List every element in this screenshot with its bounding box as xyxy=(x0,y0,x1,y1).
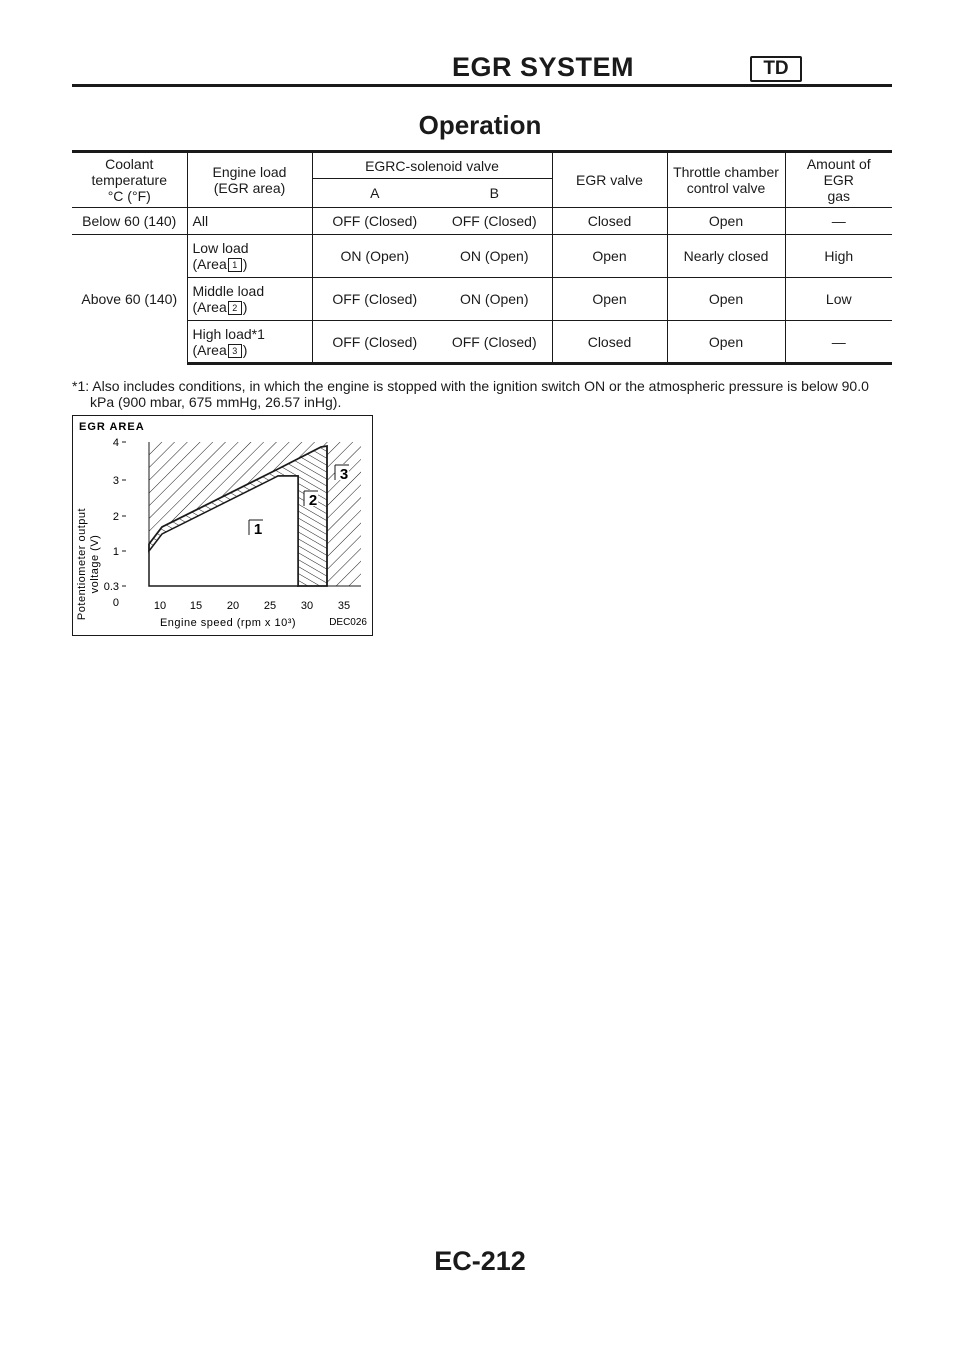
area-1-label: 1 xyxy=(253,521,263,538)
y-tick: 4 xyxy=(112,437,119,449)
header-coolant-l2: temperature xyxy=(91,172,167,188)
cell-throttle: Open xyxy=(667,278,785,321)
figure-code: DEC026 xyxy=(329,617,367,628)
area-2-label: 2 xyxy=(308,492,318,509)
page-header xyxy=(72,50,892,86)
x-tick: 25 xyxy=(263,600,277,612)
header-col-a: A xyxy=(312,179,437,208)
load-label: Middle load xyxy=(192,283,265,299)
load-area-close: ) xyxy=(242,299,248,315)
header-throttle-l2: control valve xyxy=(686,180,766,196)
load-area-label: (Area xyxy=(192,341,227,358)
table-row xyxy=(72,208,892,235)
cell-throttle: Open xyxy=(667,321,785,364)
egr-area-svg xyxy=(73,416,372,635)
load-area-close: ) xyxy=(242,341,248,358)
header-egr-valve: EGR valve xyxy=(552,152,667,208)
y-tick: 1 xyxy=(112,546,119,558)
page-number: EC-212 xyxy=(434,1246,526,1276)
y-tick: 3 xyxy=(112,475,119,487)
footnote-line1: *1: Also includes conditions, in which the engine is stopped with the ignition switch ON or the atmospheric pressure is below 90.0 xyxy=(72,378,869,394)
cell-load xyxy=(187,235,312,278)
y-tick: 2 xyxy=(112,511,119,523)
cell-a: OFF (Closed) xyxy=(312,208,437,235)
cell-b: ON (Open) xyxy=(437,235,552,278)
table-row xyxy=(72,278,892,321)
cell-egr: Closed xyxy=(552,321,667,364)
y-ticks xyxy=(104,437,119,609)
header-egrc: EGRC-solenoid valve xyxy=(312,152,552,179)
egr-area-figure xyxy=(72,415,373,636)
table-row xyxy=(72,235,892,278)
header-coolant-l3: °C (°F) xyxy=(107,188,151,204)
cell-throttle: Open xyxy=(667,208,785,235)
cell-b: ON (Open) xyxy=(437,278,552,321)
header-amount-l2: gas xyxy=(827,188,851,204)
operation-table xyxy=(72,150,892,365)
header-load-l1: Engine load xyxy=(212,164,287,180)
cell-a: OFF (Closed) xyxy=(312,278,437,321)
cell-a: OFF (Closed) xyxy=(312,321,437,364)
header-amount-l1: Amount of EGR xyxy=(806,156,871,188)
header-coolant-l1: Coolant xyxy=(105,156,154,172)
cell-egr: Open xyxy=(552,278,667,321)
y-tick: 0.3 xyxy=(103,581,119,593)
y-tick: 0 xyxy=(112,597,119,609)
x-axis-label: Engine speed (rpm x 10³) xyxy=(159,617,297,629)
area-number-badge: 3 xyxy=(228,344,242,358)
y-tick-marks xyxy=(122,442,126,586)
footnote-line2: kPa (900 mbar, 675 mmHg, 26.57 inHg). xyxy=(90,394,342,410)
header-coolant xyxy=(72,152,187,208)
load-area-close: ) xyxy=(242,256,248,272)
figure-title: EGR AREA xyxy=(79,421,145,433)
y-axis-label-l1: Potentiometer output xyxy=(76,507,88,621)
section-title: Operation xyxy=(418,110,542,140)
x-tick: 35 xyxy=(337,600,351,612)
header-col-b: B xyxy=(437,179,552,208)
x-tick: 15 xyxy=(189,600,203,612)
header-badge: TD xyxy=(750,56,802,82)
cell-temp: Below 60 (140) xyxy=(72,208,187,235)
cell-amount: — xyxy=(785,321,892,364)
y-axis-label xyxy=(76,508,101,620)
cell-amount: High xyxy=(785,235,892,278)
cell-amount: — xyxy=(785,208,892,235)
x-ticks xyxy=(154,600,350,612)
cell-a: ON (Open) xyxy=(312,235,437,278)
load-area-label: (Area xyxy=(192,256,227,272)
header-load-l2: (EGR area) xyxy=(213,180,286,196)
footnote xyxy=(72,378,892,410)
x-tick: 20 xyxy=(226,600,240,612)
y-axis-label-l2: voltage (V) xyxy=(89,534,101,594)
header-rule xyxy=(72,84,892,87)
area-3-label: 3 xyxy=(339,466,349,483)
x-tick: 10 xyxy=(153,600,167,612)
cell-amount: Low xyxy=(785,278,892,321)
cell-b: OFF (Closed) xyxy=(437,208,552,235)
cell-egr: Open xyxy=(552,235,667,278)
cell-above-temp: Above 60 (140) xyxy=(72,235,187,364)
table-row xyxy=(72,321,892,364)
header-throttle xyxy=(667,152,785,208)
header-title: EGR SYSTEM xyxy=(452,52,635,82)
header-amount xyxy=(785,152,892,208)
cell-load: All xyxy=(187,208,312,235)
cell-throttle: Nearly closed xyxy=(667,235,785,278)
cell-load xyxy=(187,278,312,321)
header-engine-load xyxy=(187,152,312,208)
cell-egr: Closed xyxy=(552,208,667,235)
load-label: High load*1 xyxy=(192,325,265,342)
cell-load xyxy=(187,321,312,364)
x-tick: 30 xyxy=(300,600,314,612)
header-throttle-l1: Throttle chamber xyxy=(673,164,779,180)
area-number-badge: 2 xyxy=(228,301,242,315)
area-number-badge: 1 xyxy=(228,258,242,272)
load-label: Low load xyxy=(192,240,249,256)
load-area-label: (Area xyxy=(192,299,227,315)
cell-b: OFF (Closed) xyxy=(437,321,552,364)
